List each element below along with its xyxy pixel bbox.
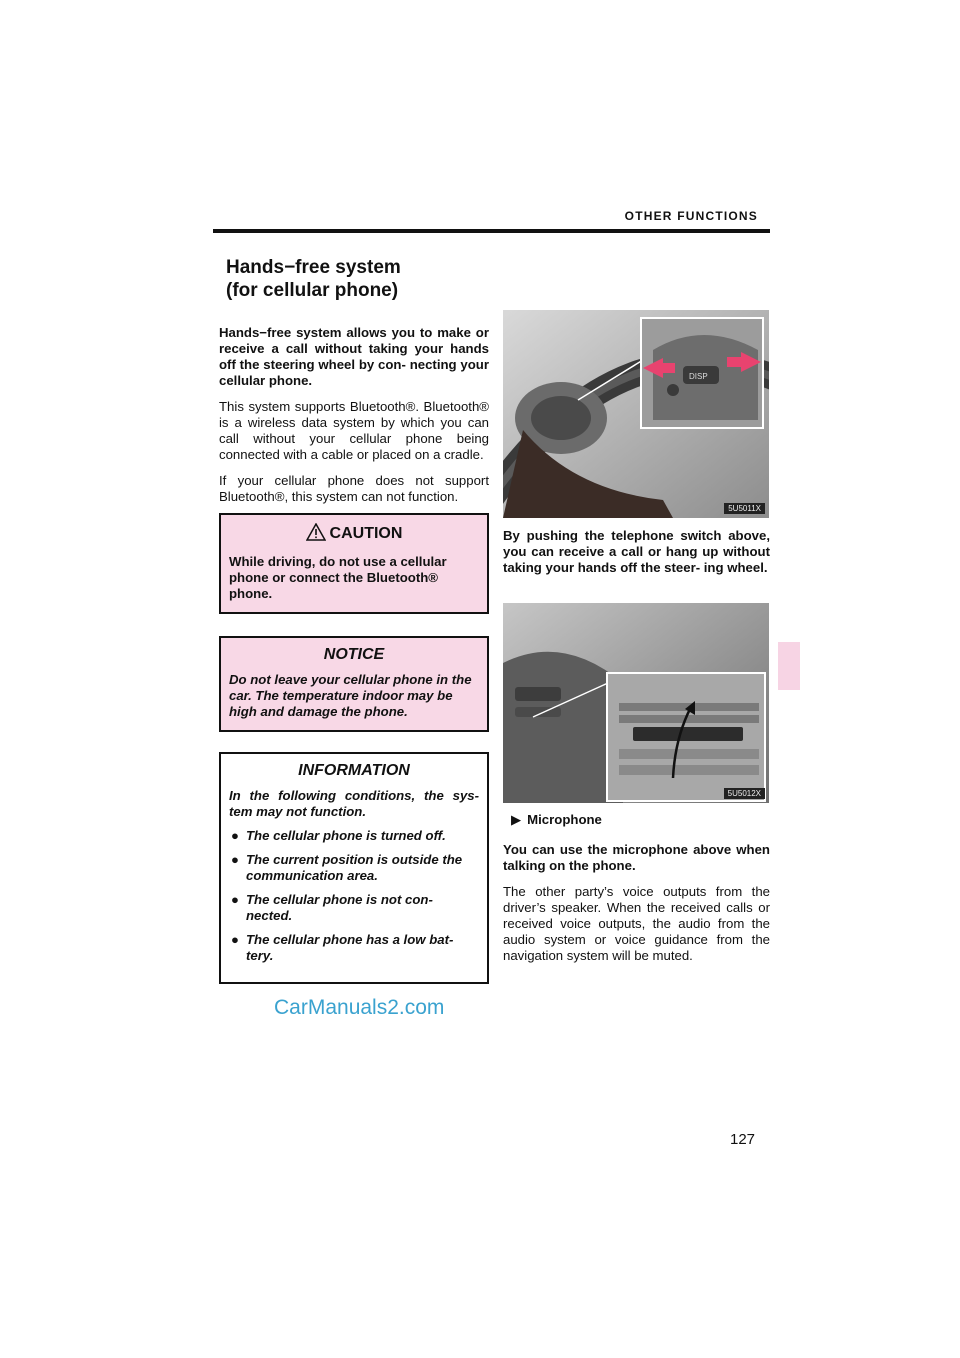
information-box bbox=[219, 752, 489, 984]
bullet-icon: ● bbox=[231, 828, 239, 843]
information-body bbox=[221, 784, 487, 982]
bullet-icon: ● bbox=[231, 892, 239, 907]
information-intro: In the following conditions, the sys- tem may not function. bbox=[229, 788, 479, 819]
figure-code: 5U5011X bbox=[724, 503, 765, 514]
figure2-label bbox=[503, 812, 770, 828]
intro-bold: Hands−free system allows you to make or receive a call without taking your hands off the steering wheel by con- necting your cellular phone. bbox=[219, 325, 489, 388]
figure-code: 5U5012X bbox=[724, 788, 765, 799]
information-list bbox=[229, 828, 479, 964]
chapter-tab bbox=[778, 642, 800, 690]
list-item: ● The cellular phone is turned off. bbox=[231, 828, 446, 843]
caution-body bbox=[221, 550, 487, 612]
microphone-label: Microphone bbox=[527, 812, 602, 827]
caution-box bbox=[219, 513, 489, 614]
bullet-icon: ● bbox=[231, 932, 239, 947]
figure1-caption-block bbox=[503, 528, 770, 586]
microphone-text-block bbox=[503, 812, 770, 974]
triangle-marker-icon: ▶ bbox=[511, 812, 522, 827]
disp-button-label: DISP bbox=[689, 372, 708, 381]
figure1-caption: By pushing the telephone switch above, you can receive a call or hang up without taking your hands off the steer- ing wheel. bbox=[503, 528, 770, 575]
warning-triangle-icon bbox=[306, 523, 326, 546]
microphone-text: The other party’s voice outputs from the driver’s speaker. When the received calls or received voice outputs, the audio from the audio system or voice guidance from the navigation system will be muted. bbox=[503, 884, 770, 963]
list-item: ● The cellular phone has a low bat- tery. bbox=[231, 932, 454, 963]
header-rule bbox=[213, 229, 770, 233]
bullet-icon: ● bbox=[231, 852, 239, 867]
caution-title: CAUTION bbox=[329, 525, 403, 542]
notice-text: Do not leave your cellular phone in the car. The temperature indoor may be high and damage the phone. bbox=[229, 672, 472, 719]
section-title bbox=[226, 256, 401, 302]
page-number: 127 bbox=[730, 1131, 756, 1148]
left-column bbox=[219, 325, 489, 1004]
list-item: ● The cellular phone is not con- nected. bbox=[231, 892, 433, 923]
section-title-line1: Hands−free system bbox=[226, 257, 401, 278]
notice-box bbox=[219, 636, 489, 732]
microphone-photo bbox=[503, 603, 769, 803]
information-title: INFORMATION bbox=[298, 762, 410, 779]
watermark: CarManuals2.com bbox=[274, 996, 445, 1019]
steering-wheel-illustration bbox=[503, 310, 769, 518]
intro-paragraph-1: This system supports Bluetooth®. Bluetooth® is a wireless data system by which you can call without your cellular phone being connected with a cable or placed on a cradle. bbox=[219, 399, 489, 462]
section-title-line2: (for cellular phone) bbox=[226, 280, 399, 301]
overhead-console-illustration bbox=[503, 603, 769, 803]
microphone-bold: You can use the microphone above when talking on the phone. bbox=[503, 842, 770, 873]
list-item: ● The current position is outside the communication area. bbox=[231, 852, 463, 883]
caution-header bbox=[221, 515, 487, 550]
notice-body bbox=[221, 668, 487, 730]
notice-title: NOTICE bbox=[323, 646, 385, 663]
intro-paragraph-2: If your cellular phone does not support Bluetooth®, this system can not function. bbox=[219, 473, 489, 504]
running-header: OTHER FUNCTIONS bbox=[624, 209, 758, 223]
steering-wheel-photo bbox=[503, 310, 769, 518]
caution-text: While driving, do not use a cellular phone or connect the Bluetooth® phone. bbox=[229, 554, 447, 601]
